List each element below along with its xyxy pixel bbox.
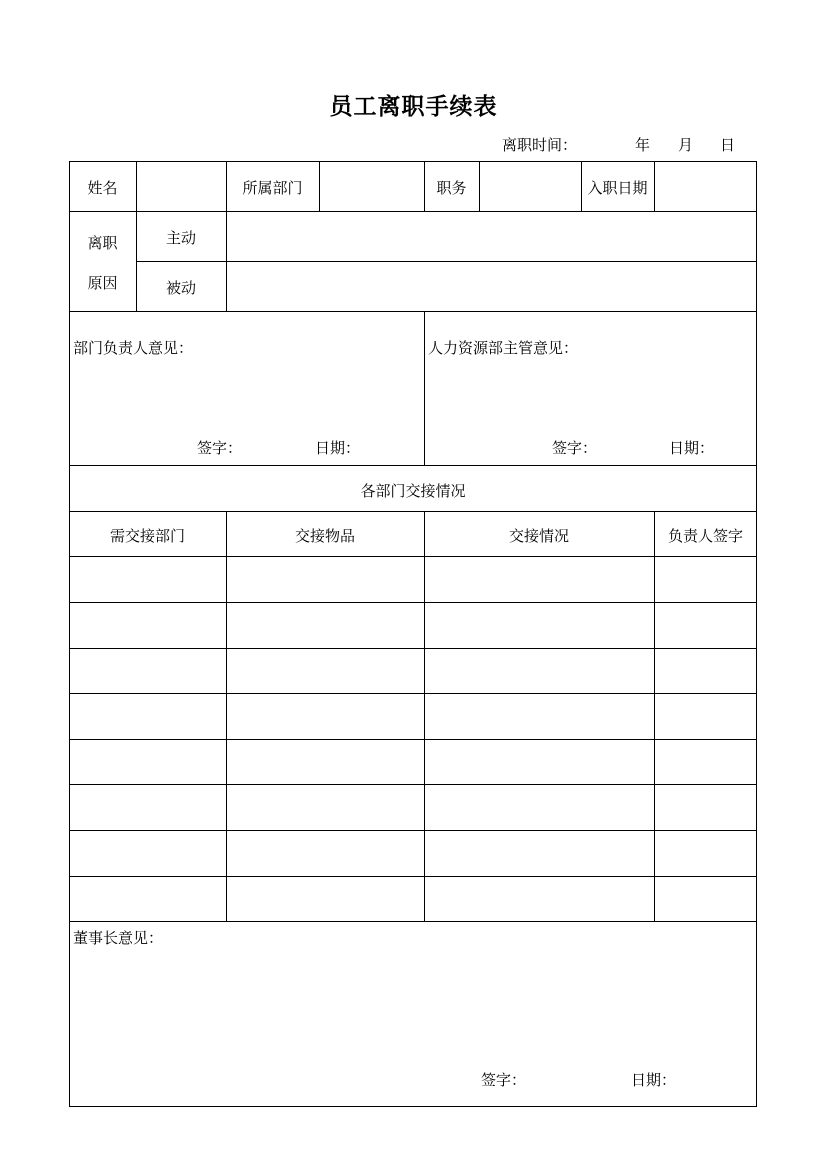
day-label: 日	[720, 136, 736, 154]
divider	[136, 161, 137, 211]
divider	[69, 211, 757, 212]
reason-label-line1: 离职	[87, 234, 118, 252]
divider	[654, 511, 655, 921]
handover-col-status: 交接情况	[508, 527, 569, 545]
divider	[424, 311, 425, 465]
resign-date-label: 离职时间：	[502, 136, 578, 154]
department-label: 所属部门	[242, 179, 303, 197]
divider	[424, 511, 425, 921]
divider	[319, 161, 320, 211]
divider	[226, 511, 227, 921]
divider	[654, 161, 655, 211]
divider	[69, 465, 757, 466]
name-label: 姓名	[87, 179, 118, 197]
divider	[69, 311, 757, 312]
passive-reason-label: 被动	[165, 279, 196, 297]
month-label: 月	[678, 136, 694, 154]
handover-col-signature: 负责人签字	[667, 527, 743, 545]
chairman-sign-label: 签字：	[481, 1071, 527, 1089]
form-title: 员工离职手续表	[329, 93, 498, 120]
handover-col-department: 需交接部门	[109, 527, 185, 545]
hr-opinion-label: 人力资源部主管意见：	[428, 339, 579, 357]
handover-title: 各部门交接情况	[360, 482, 466, 500]
position-label: 职务	[436, 179, 467, 197]
dept-head-sign-label: 签字：	[197, 439, 243, 457]
reason-label-line2: 原因	[87, 274, 118, 292]
year-label: 年	[635, 136, 651, 154]
dept-head-date-label: 日期：	[315, 439, 361, 457]
hr-sign-label: 签字：	[552, 439, 598, 457]
hr-date-label: 日期：	[669, 439, 715, 457]
chairman-date-label: 日期：	[631, 1071, 677, 1089]
divider	[136, 261, 757, 262]
dept-head-opinion-label: 部门负责人意见：	[73, 339, 194, 357]
handover-col-items: 交接物品	[294, 527, 355, 545]
chairman-opinion-label: 董事长意见：	[73, 929, 164, 947]
divider	[479, 161, 480, 211]
divider	[69, 921, 757, 922]
active-reason-label: 主动	[165, 229, 196, 247]
hire-date-label: 入职日期	[587, 179, 648, 197]
divider	[226, 211, 227, 311]
